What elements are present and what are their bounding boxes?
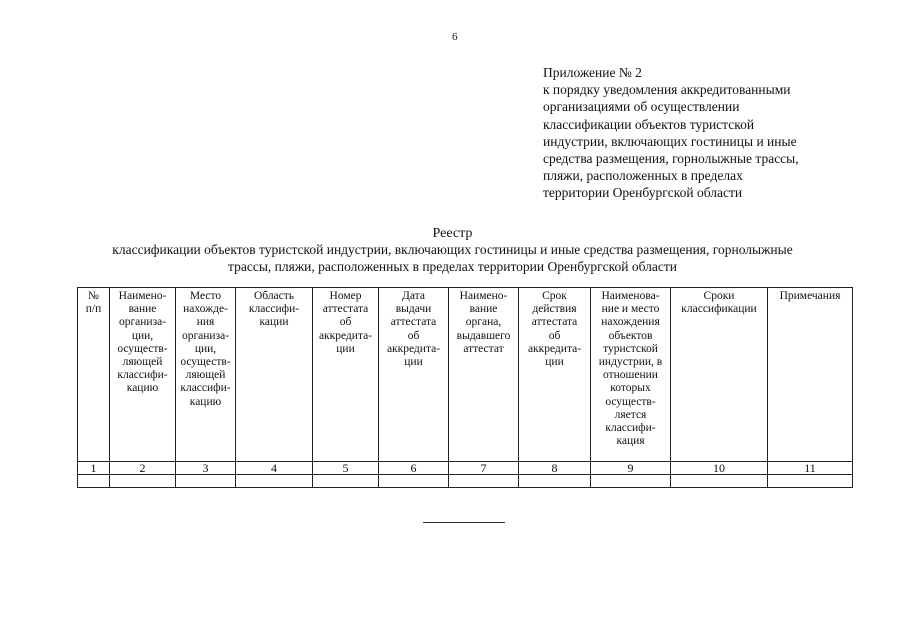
empty-table-row: [78, 475, 853, 488]
column-number: 2: [110, 462, 176, 475]
empty-cell: [176, 475, 236, 488]
registry-subtitle: [60, 242, 845, 275]
registry-subtitle-line: классификации объектов туристской индустрии, включающих гостиницы и иные средства размещения, горнолыжные: [112, 242, 793, 257]
header-cell-classification-area: Область классифи- кации: [236, 288, 313, 462]
empty-cell: [768, 475, 853, 488]
appendix-line: пляжи, расположенных в пределах: [543, 168, 743, 184]
column-number: 8: [519, 462, 591, 475]
column-number: 10: [671, 462, 768, 475]
appendix-line: средства размещения, горнолыжные трассы,: [543, 151, 799, 167]
header-cell-number: № п/п: [78, 288, 110, 462]
column-number: 4: [236, 462, 313, 475]
appendix-line: территории Оренбургской области: [543, 185, 743, 201]
header-cell-tourism-objects: Наименова- ние и место нахождения объектов туристской индустрии, в отношении которых осуществ- ляется классифи- кация: [591, 288, 671, 462]
appendix-line: к порядку уведомления аккредитованными: [543, 82, 791, 98]
empty-cell: [449, 475, 519, 488]
header-cell-issuing-body: Наимено- вание органа, выдавшего аттестат: [449, 288, 519, 462]
header-cell-classification-terms: Сроки классификации: [671, 288, 768, 462]
column-number: 6: [379, 462, 449, 475]
empty-cell: [379, 475, 449, 488]
appendix-line: индустрии, включающих гостиницы и иные: [543, 133, 797, 149]
header-cell-notes: Примечания: [768, 288, 853, 462]
empty-cell: [236, 475, 313, 488]
registry-subtitle-line: трассы, пляжи, расположенных в пределах территории Оренбургской области: [228, 258, 677, 274]
column-number-row: [78, 462, 853, 475]
empty-cell: [110, 475, 176, 488]
appendix-line: Приложение № 2: [543, 65, 642, 80]
column-number: 11: [768, 462, 853, 475]
registry-table: [77, 287, 853, 488]
header-cell-organization-location: Место нахожде- ния организа- ции, осуществ- ляющей классифи- кацию: [176, 288, 236, 462]
empty-cell: [519, 475, 591, 488]
appendix-line: организациями об осуществлении: [543, 99, 740, 115]
empty-cell: [313, 475, 379, 488]
empty-cell: [591, 475, 671, 488]
empty-cell: [671, 475, 768, 488]
separator-line: [423, 522, 505, 523]
column-number: 3: [176, 462, 236, 475]
appendix-block: [543, 64, 843, 202]
column-number: 9: [591, 462, 671, 475]
table-header-row: [78, 288, 853, 462]
appendix-line: классификации объектов туристской: [543, 116, 755, 132]
column-number: 7: [449, 462, 519, 475]
header-cell-certificate-validity: Срок действия аттестата об аккредита- ции: [519, 288, 591, 462]
header-cell-organization-name: Наимено- вание организа- ции, осуществ- ляющей классифи- кацию: [110, 288, 176, 462]
empty-cell: [78, 475, 110, 488]
registry-title: Реестр: [432, 226, 473, 241]
header-cell-certificate-date: Дата выдачи аттестата об аккредита- ции: [379, 288, 449, 462]
column-number: 1: [78, 462, 110, 475]
header-cell-certificate-number: Номер аттестата об аккредита- ции: [313, 288, 379, 462]
page-number: 6: [452, 31, 458, 43]
column-number: 5: [313, 462, 379, 475]
